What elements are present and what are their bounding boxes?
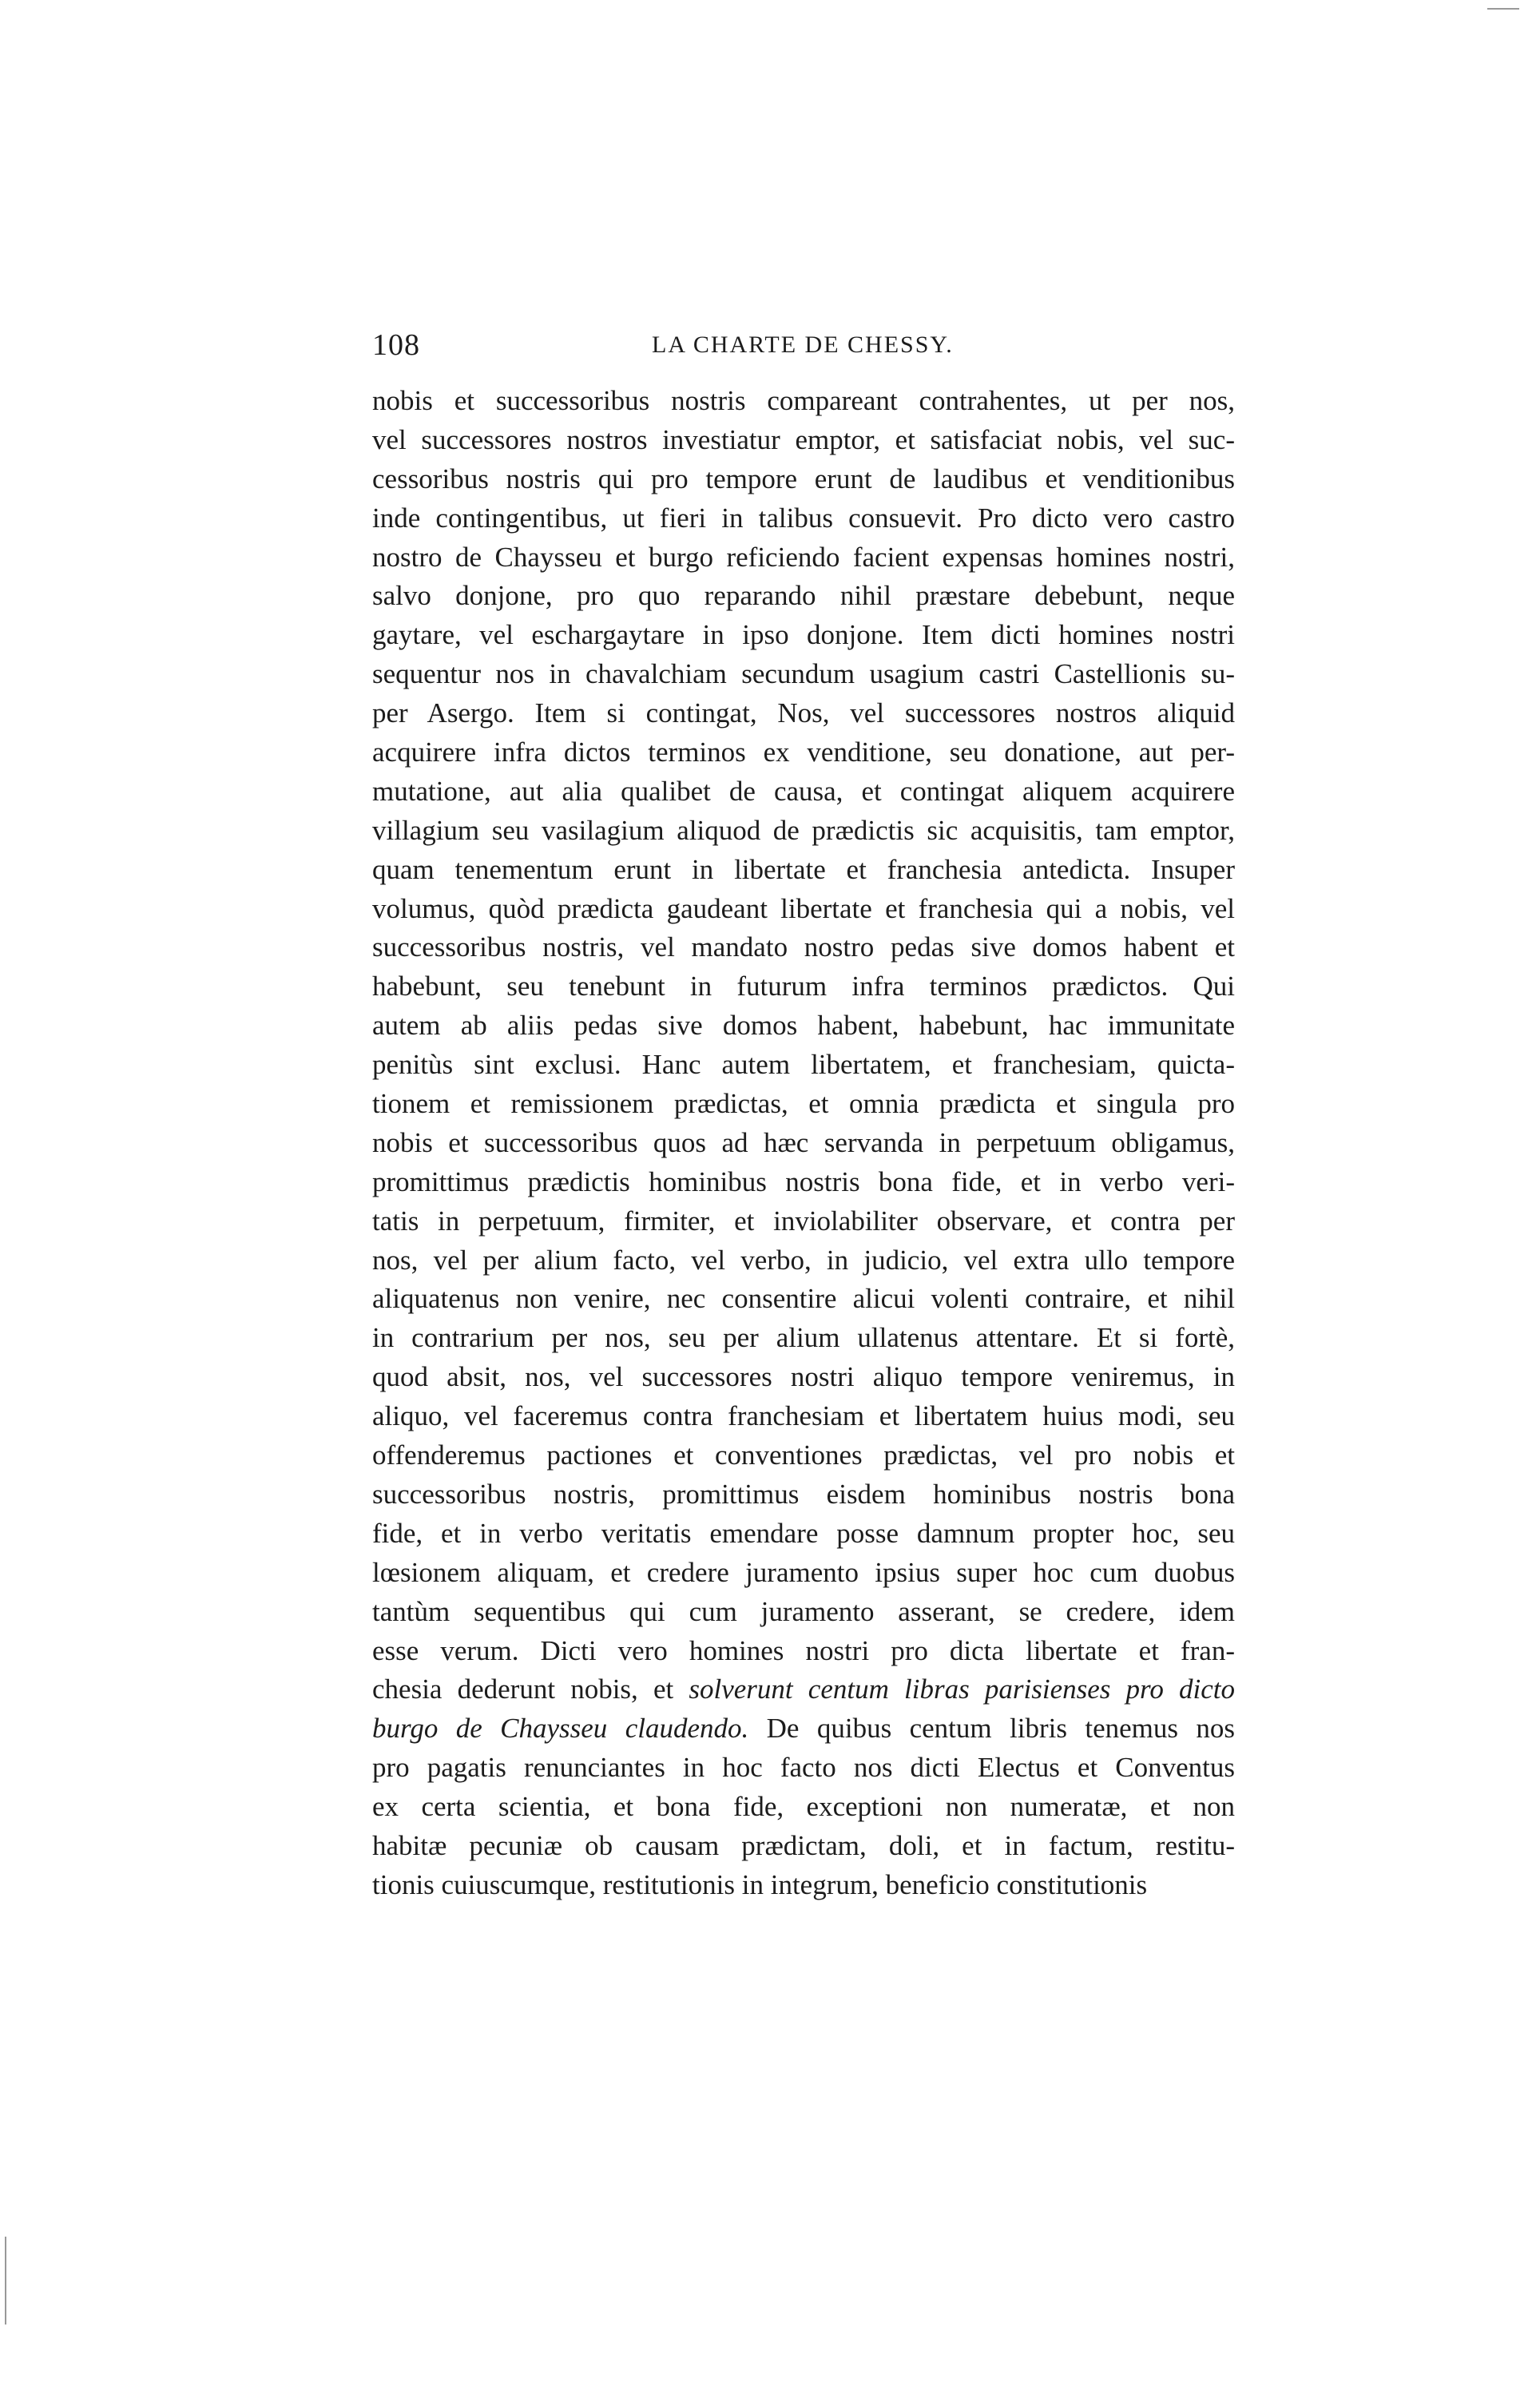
page-number: 108 xyxy=(372,328,420,362)
text-line: volumus, quòd prædicta gaudeant libertate et franchesia qui a nobis, vel xyxy=(372,892,1235,924)
text-line: esse verum. Dicti vero homines nostri pro dicta libertate et fran- xyxy=(372,1634,1235,1666)
text-line: per Asergo. Item si contingat, Nos, vel successores nostros aliquid xyxy=(372,697,1235,729)
italic-segment: burgo de Chaysseu claudendo. xyxy=(372,1713,749,1745)
text-line: nos, vel per alium facto, vel verbo, in judicio, vel extra ullo tempore xyxy=(372,1244,1235,1276)
text-line: tionem et remissionem prædictas, et omnia prædicta et singula pro xyxy=(372,1088,1235,1120)
italic-segment: solverunt centum libras parisienses pro dicto xyxy=(689,1673,1235,1705)
text-line: inde contingentibus, ut fieri in talibus consuevit. Pro dicto vero castro xyxy=(372,502,1235,534)
text-line: gaytare, vel eschargaytare in ipso donjone. Item dicti homines nostri xyxy=(372,619,1235,651)
text-line xyxy=(372,1709,1235,1749)
text-line: lœsionem aliquam, et credere juramento ipsius super hoc cum duobus xyxy=(372,1556,1235,1588)
text-line: quod absit, nos, vel successores nostri aliquo tempore veniremus, in xyxy=(372,1361,1235,1393)
text-line: habebunt, seu tenebunt in futurum infra terminos prædictos. Qui xyxy=(372,971,1235,1002)
text-line: fide, et in verbo veritatis emendare posse damnum propter hoc, seu xyxy=(372,1517,1235,1549)
text-line: nostro de Chaysseu et burgo reficiendo facient expensas homines nostri, xyxy=(372,541,1235,573)
text-line: quam tenementum erunt in libertate et franchesia antedicta. Insuper xyxy=(372,853,1235,885)
scan-edge-mark xyxy=(1487,8,1519,10)
text-line: tatis in perpetuum, firmiter, et inviolabiliter observare, et contra per xyxy=(372,1205,1235,1237)
text-line: aliquo, vel faceremus contra franchesiam et libertatem huius modi, seu xyxy=(372,1400,1235,1432)
text-line: successoribus nostris, vel mandato nostro pedas sive domos habent et xyxy=(372,931,1235,963)
scan-edge-mark xyxy=(5,2237,6,2325)
text-line: nobis et successoribus nostris compareant contrahentes, ut per nos, xyxy=(372,385,1235,416)
text-line: nobis et successoribus quos ad hæc servanda in perpetuum obligamus, xyxy=(372,1126,1235,1158)
text-line: autem ab aliis pedas sive domos habent, habebunt, hac immunitate xyxy=(372,1010,1235,1042)
text-line: mutatione, aut alia qualibet de causa, et contingat aliquem acquirere xyxy=(372,775,1235,807)
body-text xyxy=(372,382,1235,1905)
page-header xyxy=(372,323,1235,367)
text-line: sequentur nos in chavalchiam secundum usagium castri Castellionis su- xyxy=(372,658,1235,690)
running-title: LA CHARTE DE CHESSY. xyxy=(652,332,954,358)
text-segment: chesia dederunt nobis, et xyxy=(372,1673,689,1705)
text-line: acquirere infra dictos terminos ex venditione, seu donatione, aut per- xyxy=(372,736,1235,768)
text-line: aliquatenus non venire, nec consentire alicui volenti contraire, et nihil xyxy=(372,1283,1235,1315)
text-line: villagium seu vasilagium aliquod de prædictis sic acquisitis, tam emptor, xyxy=(372,814,1235,846)
text-segment: De quibus centum libris tenemus nos xyxy=(748,1713,1235,1745)
text-line: pro pagatis renunciantes in hoc facto nos dicti Electus et Conventus xyxy=(372,1752,1235,1784)
text-line: in contrarium per nos, seu per alium ullatenus attentare. Et si fortè, xyxy=(372,1322,1235,1354)
text-line: habitæ pecuniæ ob causam prædictam, doli, et in factum, restitu- xyxy=(372,1829,1235,1861)
text-line: vel successores nostros investiatur emptor, et satisfaciat nobis, vel suc- xyxy=(372,423,1235,455)
text-line xyxy=(372,1670,1235,1709)
text-line: ex certa scientia, et bona fide, exceptioni non numeratæ, et non xyxy=(372,1791,1235,1823)
text-line: cessoribus nostris qui pro tempore erunt de laudibus et venditionibus xyxy=(372,463,1235,494)
text-line: promittimus prædictis hominibus nostris bona fide, et in verbo veri- xyxy=(372,1165,1235,1197)
text-line: offenderemus pactiones et conventiones prædictas, vel pro nobis et xyxy=(372,1439,1235,1471)
text-line: tionis cuiuscumque, restitutionis in integrum, beneficio constitutionis xyxy=(372,1868,1148,1900)
text-line: successoribus nostris, promittimus eisdem hominibus nostris bona xyxy=(372,1478,1235,1510)
text-line: penitùs sint exclusi. Hanc autem libertatem, et franchesiam, quicta- xyxy=(372,1049,1235,1081)
text-line: salvo donjone, pro quo reparando nihil præstare debebunt, neque xyxy=(372,580,1235,612)
text-line: tantùm sequentibus qui cum juramento asserant, se credere, idem xyxy=(372,1595,1235,1627)
